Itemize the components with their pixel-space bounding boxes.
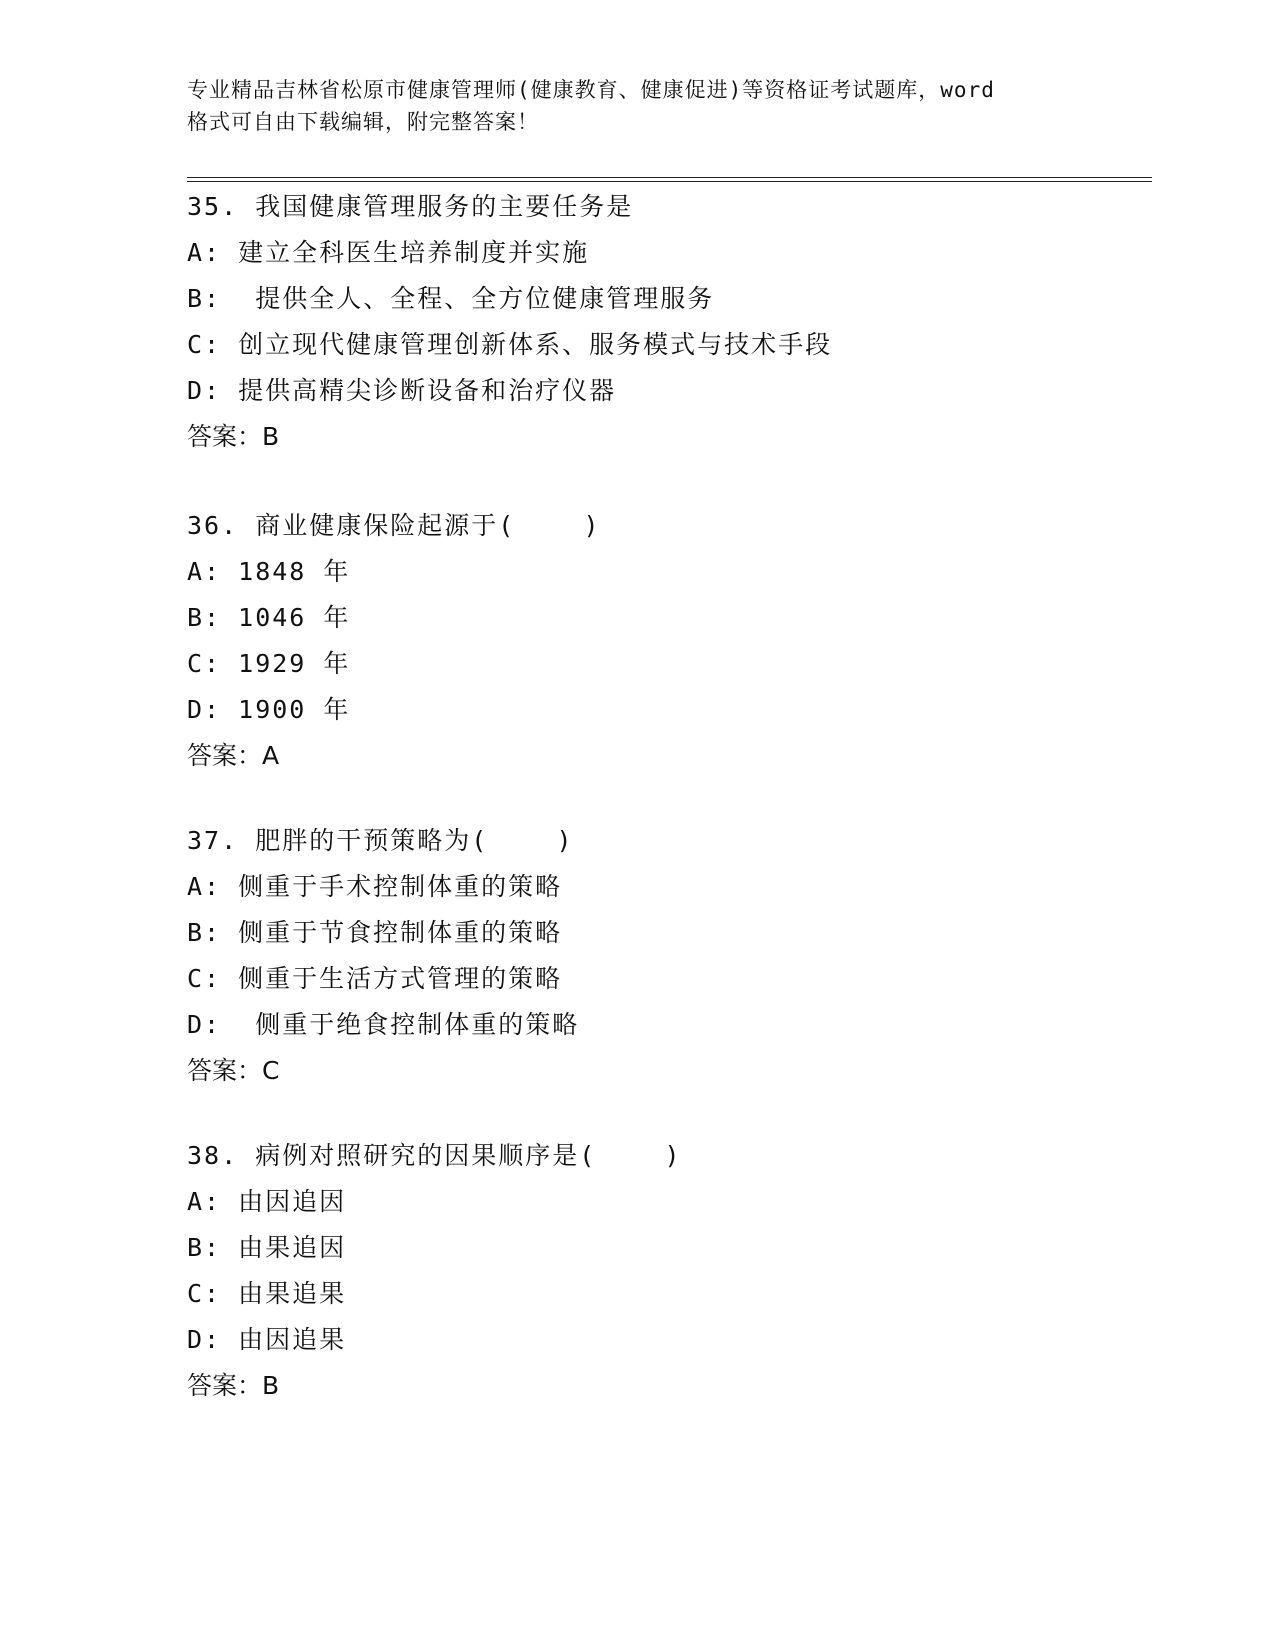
option-d: D: 侧重于绝食控制体重的策略 bbox=[187, 1010, 580, 1039]
question-38 bbox=[187, 1133, 1087, 1409]
option-b: B: 1046 年 bbox=[187, 603, 351, 632]
question-stem: 36. 商业健康保险起源于( ) bbox=[187, 511, 601, 540]
question-36 bbox=[187, 503, 1087, 779]
option-c: C: 1929 年 bbox=[187, 649, 351, 678]
document-header bbox=[187, 74, 1087, 138]
header-divider-top bbox=[187, 177, 1152, 178]
answer: 答案：A bbox=[187, 741, 280, 770]
question-stem: 37. 肥胖的干预策略为( ) bbox=[187, 826, 574, 855]
answer: 答案：B bbox=[187, 1371, 280, 1400]
header-divider-bottom bbox=[187, 181, 1152, 182]
option-c: C: 由果追果 bbox=[187, 1279, 347, 1308]
option-b: B: 由果追因 bbox=[187, 1233, 347, 1262]
option-a: A: 由因追因 bbox=[187, 1187, 347, 1216]
answer: 答案：B bbox=[187, 422, 280, 451]
question-35 bbox=[187, 184, 1087, 460]
option-a: A: 1848 年 bbox=[187, 557, 351, 586]
option-b: B: 提供全人、全程、全方位健康管理服务 bbox=[187, 284, 715, 313]
option-b: B: 侧重于节食控制体重的策略 bbox=[187, 918, 563, 947]
option-a: A: 侧重于手术控制体重的策略 bbox=[187, 872, 563, 901]
answer: 答案：C bbox=[187, 1056, 280, 1085]
header-line-1: 专业精品吉林省松原市健康管理师(健康教育、健康促进)等资格证考试题库，word bbox=[187, 78, 995, 102]
question-stem: 35. 我国健康管理服务的主要任务是 bbox=[187, 192, 634, 221]
question-stem: 38. 病例对照研究的因果顺序是( ) bbox=[187, 1141, 682, 1170]
question-37 bbox=[187, 818, 1087, 1094]
option-d: D: 1900 年 bbox=[187, 695, 351, 724]
header-line-2: 格式可自由下载编辑，附完整答案！ bbox=[187, 110, 539, 134]
option-d: D: 由因追果 bbox=[187, 1325, 347, 1354]
option-d: D: 提供高精尖诊断设备和治疗仪器 bbox=[187, 376, 617, 405]
option-c: C: 侧重于生活方式管理的策略 bbox=[187, 964, 563, 993]
option-a: A: 建立全科医生培养制度并实施 bbox=[187, 238, 590, 267]
option-c: C: 创立现代健康管理创新体系、服务模式与技术手段 bbox=[187, 330, 833, 359]
